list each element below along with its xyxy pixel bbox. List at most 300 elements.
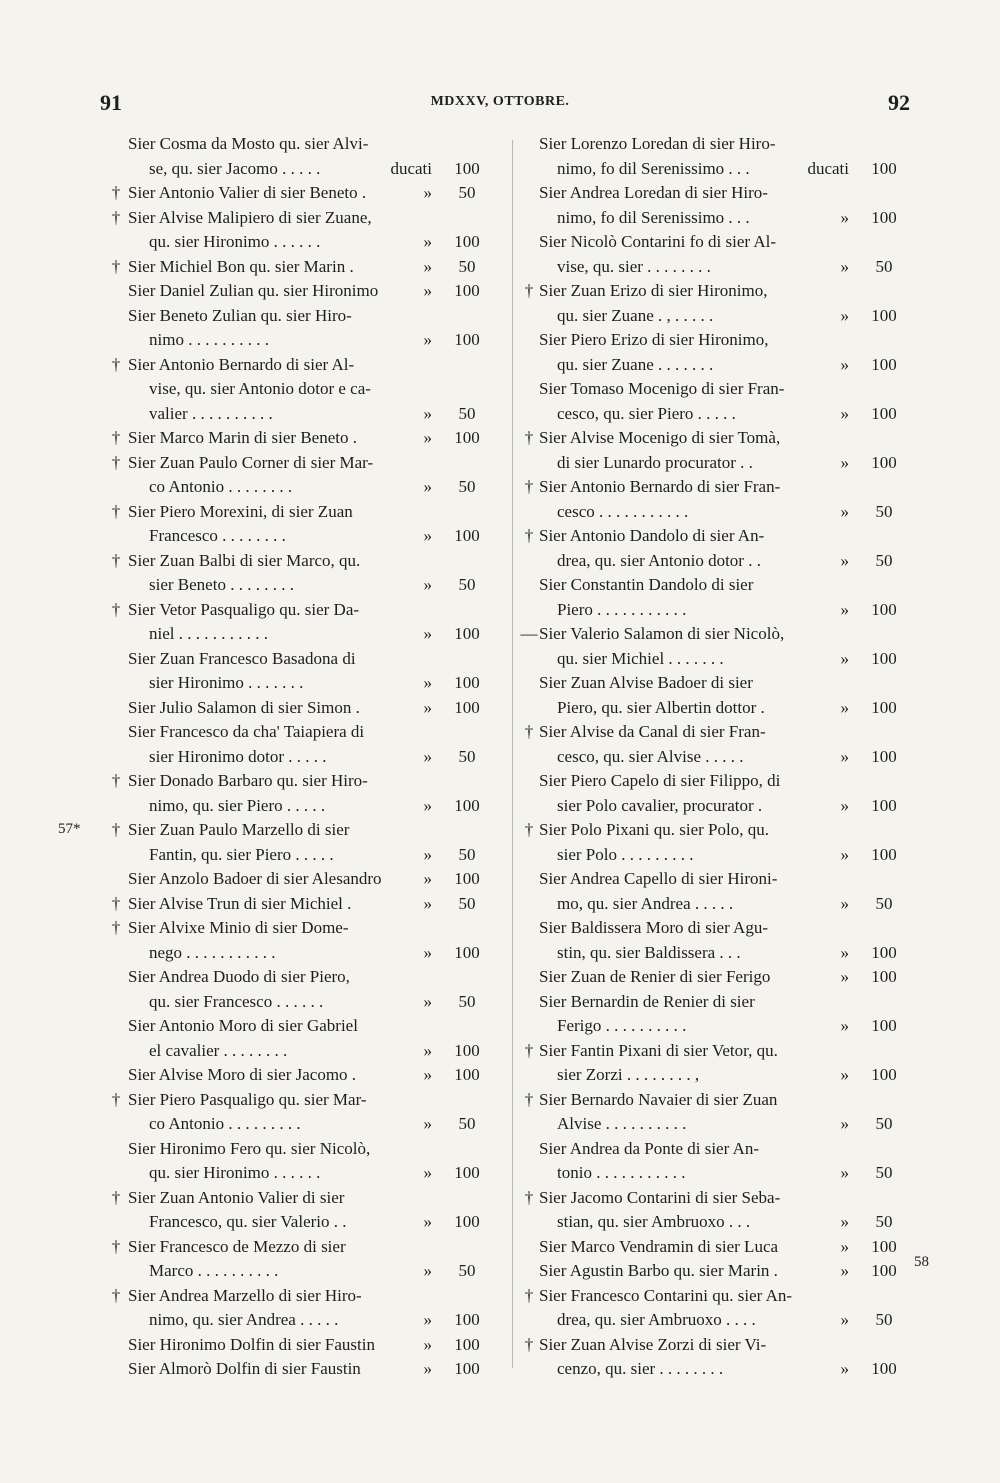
dagger-mark: †: [111, 771, 121, 790]
amount-value: 100: [871, 452, 897, 472]
entry-line: [515, 1112, 915, 1137]
amount-unit: »: [423, 697, 432, 717]
dagger-mark: †: [111, 207, 121, 227]
entry-amount: [432, 1088, 488, 1113]
entry-text: el cavalier . . . . . . . .: [149, 1040, 288, 1060]
entry-line: [100, 794, 490, 819]
amount-value: 50: [458, 1114, 476, 1133]
amount-value: 100: [871, 1065, 897, 1084]
amount-value: 100: [454, 232, 480, 251]
entry-amount: [424, 1063, 489, 1088]
amount-unit: »: [423, 942, 432, 962]
entry-text: cesco, qu. sier Piero . . . . .: [557, 403, 736, 423]
entry-line: [515, 1186, 915, 1211]
dagger-mark: †: [524, 1334, 534, 1354]
entry-line: [515, 1161, 915, 1186]
amount-value: 100: [454, 1310, 480, 1329]
entry-text: Sier Andrea Duodo di sier Piero,: [128, 967, 350, 986]
entry-amount: [424, 696, 489, 721]
entry-text: cenzo, qu. sier . . . . . . . .: [557, 1359, 724, 1378]
entry-amount: [841, 794, 906, 819]
dagger-mark: †: [111, 893, 121, 913]
entry-amount: [432, 1137, 488, 1162]
amount-value: 50: [875, 1114, 893, 1133]
amount-value: 100: [454, 942, 480, 962]
entry-amount: [424, 1259, 489, 1284]
entry-text: Sier Hironimo Dolfin di sier Faustin: [128, 1334, 375, 1354]
amount-value: 100: [871, 746, 897, 766]
entry-line: [100, 720, 490, 745]
entry-text: Sier Marco Vendramin di sier Luca: [539, 1236, 779, 1256]
entry-line: [100, 1235, 490, 1260]
amount-value: 100: [871, 1236, 897, 1256]
entry-amount: [841, 1357, 906, 1382]
amount-value: 100: [871, 207, 897, 227]
entry-text: Sier Michiel Bon qu. sier Marin .: [128, 256, 354, 276]
amount-value: 100: [871, 844, 897, 864]
entry-text: Sier Alvise da Canal di sier Fran-: [539, 722, 766, 741]
entry-line: [515, 451, 915, 476]
entry-line: [515, 1308, 915, 1333]
entry-amount: [424, 671, 489, 696]
entry-line: [515, 230, 915, 255]
entry-line: [100, 1161, 490, 1186]
amount-unit: ducati: [390, 158, 432, 178]
entry-amount: [849, 230, 905, 255]
amount-unit: »: [840, 1016, 849, 1035]
entry-line: [100, 1014, 490, 1039]
amount-value: 100: [454, 795, 480, 815]
entry-line: [515, 867, 915, 892]
entry-line: [100, 426, 490, 451]
amount-unit: »: [423, 232, 432, 251]
entry-amount: [849, 377, 905, 402]
entry-amount: [841, 206, 906, 231]
entry-text: qu. sier Zuane . . . . . . .: [557, 354, 714, 374]
entry-line: [100, 451, 490, 476]
amount-unit: »: [423, 477, 432, 496]
amount-value: 100: [871, 1261, 897, 1280]
amount-value: 100: [871, 305, 897, 325]
entry-text: nimo, fo dil Serenissimo . . .: [557, 158, 750, 178]
entry-text: Sier Fantin Pixani di sier Vetor, qu.: [539, 1040, 778, 1060]
entry-line: [515, 353, 915, 378]
entry-amount: [841, 304, 906, 329]
entry-amount: [424, 230, 489, 255]
entry-amount: [432, 377, 488, 402]
dagger-mark: †: [111, 256, 121, 276]
entry-text: Sier Alvise Trun di sier Michiel .: [128, 893, 352, 913]
entry-text: stin, qu. sier Baldissera . . .: [557, 942, 741, 962]
amount-unit: »: [840, 1359, 849, 1378]
entry-line: [100, 304, 490, 329]
amount-unit: ducati: [807, 158, 849, 178]
entry-amount: [849, 622, 905, 647]
dagger-mark: †: [524, 722, 534, 741]
entry-text: co Antonio . . . . . . . .: [149, 477, 293, 496]
amount-unit: »: [840, 1236, 849, 1256]
entry-line: [100, 1308, 490, 1333]
amount-unit: »: [423, 1212, 432, 1231]
entry-text: Sier Almorò Dolfin di sier Faustin: [128, 1359, 361, 1378]
entry-line: [515, 255, 915, 280]
entry-text: Sier Hironimo Fero qu. sier Nicolò,: [128, 1138, 371, 1158]
entry-amount: [841, 647, 906, 672]
amount-unit: »: [840, 1114, 849, 1133]
amount-value: 100: [871, 697, 897, 717]
entry-text: Sier Vetor Pasqualigo qu. sier Da-: [128, 599, 360, 619]
entry-line: [100, 328, 490, 353]
amount-unit: »: [840, 599, 849, 619]
entry-amount: [849, 916, 905, 941]
entry-text: Sier Zuan Balbi di sier Marco, qu.: [128, 550, 361, 570]
entry-amount: [432, 132, 488, 157]
entry-amount: [841, 598, 906, 623]
entry-text: Sier Antonio Dandolo di sier An-: [539, 526, 765, 545]
dagger-mark: †: [524, 820, 534, 839]
entry-text: Sier Antonio Valier di sier Beneto .: [128, 183, 367, 202]
entry-line: [515, 377, 915, 402]
entry-line: [100, 353, 490, 378]
entry-line: [100, 1210, 490, 1235]
entry-line: [100, 941, 490, 966]
amount-value: 50: [458, 575, 476, 594]
entry-amount: [807, 157, 905, 182]
amount-value: 50: [458, 183, 476, 202]
entry-amount: [424, 181, 489, 206]
entry-line: [100, 377, 490, 402]
dagger-mark: †: [524, 1089, 534, 1109]
entry-amount: [424, 426, 489, 451]
dagger-mark: †: [524, 526, 534, 545]
entry-line: [515, 181, 915, 206]
dagger-mark: †: [111, 452, 121, 472]
entry-line: [515, 524, 915, 549]
entry-amount: [424, 867, 489, 892]
amount-unit: »: [423, 844, 432, 864]
amount-unit: »: [840, 1212, 849, 1231]
entry-text: sier Hironimo . . . . . . .: [149, 673, 304, 692]
amount-value: 100: [454, 281, 480, 300]
entry-amount: [849, 769, 905, 794]
entry-text: Sier Constantin Dandolo di sier: [539, 575, 754, 594]
entry-amount: [424, 524, 489, 549]
amount-unit: »: [840, 452, 849, 472]
dagger-mark: †: [111, 918, 121, 937]
entry-line: [515, 622, 915, 647]
entry-line: [515, 1357, 915, 1382]
entry-text: Sier Piero Pasqualigo qu. sier Mar-: [128, 1089, 367, 1109]
entry-text: Sier Zuan de Renier di sier Ferigo: [539, 967, 771, 986]
entry-text: Francesco, qu. sier Valerio . .: [149, 1212, 347, 1231]
entry-line: [100, 990, 490, 1015]
entry-amount: [849, 1186, 905, 1211]
dagger-mark: †: [111, 1187, 121, 1207]
amount-value: 50: [875, 1163, 893, 1182]
entry-text: Sier Zuan Erizo di sier Hironimo,: [539, 281, 768, 300]
amount-unit: »: [840, 207, 849, 227]
entry-text: Sier Alvise Moro di sier Jacomo .: [128, 1065, 357, 1084]
amount-unit: »: [840, 697, 849, 717]
entry-amount: [849, 573, 905, 598]
entry-line: [100, 965, 490, 990]
amount-value: 50: [458, 991, 476, 1011]
entry-line: [515, 843, 915, 868]
amount-value: 100: [454, 697, 480, 717]
entry-amount: [432, 353, 488, 378]
entry-amount: [432, 598, 488, 623]
amount-unit: »: [423, 1114, 432, 1133]
entry-amount: [841, 1259, 906, 1284]
dash-mark: —: [520, 624, 538, 643]
entry-amount: [432, 1186, 488, 1211]
entry-text: Marco . . . . . . . . . .: [149, 1261, 279, 1280]
entry-text: Sier Andrea Marzello di sier Hiro-: [128, 1285, 362, 1305]
entry-amount: [424, 255, 489, 280]
entry-line: [515, 1284, 915, 1309]
amount-value: 100: [454, 428, 480, 447]
left-column: [100, 132, 490, 1382]
entry-text: qu. sier Hironimo . . . . . .: [149, 1163, 321, 1182]
entry-line: [100, 843, 490, 868]
entry-amount: [849, 475, 905, 500]
amount-value: 100: [871, 942, 897, 962]
amount-unit: »: [423, 1310, 432, 1329]
entry-text: Sier Jacomo Contarini di sier Seba-: [539, 1187, 781, 1207]
amount-unit: »: [840, 501, 849, 521]
entry-amount: [849, 867, 905, 892]
entry-text: Sier Nicolò Contarini fo di sier Al-: [539, 232, 777, 251]
entry-amount: [841, 402, 906, 427]
entry-line: [100, 475, 490, 500]
margin-note-right: 58: [914, 1254, 929, 1270]
amount-unit: »: [423, 1065, 432, 1084]
amount-value: 100: [871, 648, 897, 668]
page-header: [0, 90, 1000, 120]
entry-text: Sier Zuan Alvise Zorzi di sier Vi-: [539, 1334, 767, 1354]
entry-line: [100, 647, 490, 672]
entry-amount: [424, 990, 489, 1015]
entry-text: Sier Anzolo Badoer di sier Alesandro: [128, 869, 382, 888]
entry-text: co Antonio . . . . . . . . .: [149, 1114, 301, 1133]
amount-value: 100: [454, 158, 480, 178]
amount-unit: »: [840, 648, 849, 668]
amount-unit: »: [423, 403, 432, 423]
amount-unit: »: [423, 746, 432, 766]
amount-value: 50: [458, 256, 476, 276]
entry-text: nego . . . . . . . . . . .: [149, 942, 276, 962]
entry-amount: [432, 304, 488, 329]
amount-unit: »: [840, 256, 849, 276]
entry-amount: [424, 1333, 489, 1358]
entry-line: [100, 818, 490, 843]
entry-line: [100, 745, 490, 770]
amount-value: 100: [454, 1359, 480, 1378]
amount-value: 100: [454, 673, 480, 692]
entry-line: [100, 598, 490, 623]
entry-line: [515, 720, 915, 745]
entry-line: [515, 279, 915, 304]
entry-line: [100, 279, 490, 304]
entry-amount: [432, 1014, 488, 1039]
entry-text: Francesco . . . . . . . .: [149, 526, 286, 545]
amount-value: 100: [454, 1334, 480, 1354]
entry-amount: [849, 1137, 905, 1162]
entry-line: [515, 1039, 915, 1064]
entry-text: Sier Zuan Antonio Valier di sier: [128, 1187, 345, 1207]
entry-text: Piero . . . . . . . . . . .: [557, 599, 687, 619]
entry-text: Sier Francesco de Mezzo di sier: [128, 1236, 346, 1256]
amount-unit: »: [423, 869, 432, 888]
amount-value: 100: [454, 624, 480, 643]
dagger-mark: †: [111, 501, 121, 521]
page-number-left: 91: [100, 90, 122, 115]
amount-value: 100: [454, 869, 480, 888]
entry-line: [100, 1357, 490, 1382]
entry-text: Alvise . . . . . . . . . .: [557, 1114, 687, 1133]
entry-text: Sier Daniel Zulian qu. sier Hironimo: [128, 281, 379, 300]
entry-line: [515, 402, 915, 427]
entry-line: [100, 1112, 490, 1137]
amount-value: 100: [871, 795, 897, 815]
amount-unit: »: [840, 1163, 849, 1182]
amount-unit: »: [840, 550, 849, 570]
amount-unit: »: [423, 183, 432, 202]
amount-value: 100: [871, 967, 897, 986]
amount-value: 50: [875, 1212, 893, 1231]
entry-text: Sier Francesco da cha' Taiapiera di: [128, 722, 365, 741]
entry-line: [515, 157, 915, 182]
entry-amount: [841, 1210, 906, 1235]
dagger-mark: †: [111, 1285, 121, 1305]
amount-value: 100: [454, 1040, 480, 1060]
entry-line: [100, 157, 490, 182]
entry-line: [515, 1235, 915, 1260]
entry-line: [100, 769, 490, 794]
entry-line: [515, 500, 915, 525]
entry-text: vise, qu. sier Antonio dotor e ca-: [149, 379, 371, 398]
entry-amount: [849, 1088, 905, 1113]
amount-unit: »: [423, 256, 432, 276]
entry-line: [515, 328, 915, 353]
amount-value: 50: [875, 1310, 893, 1329]
entry-line: [515, 598, 915, 623]
entry-text: qu. sier Hironimo . . . . . .: [149, 232, 321, 251]
entry-amount: [424, 794, 489, 819]
entry-text: sier Hironimo dotor . . . . .: [149, 746, 327, 766]
entry-text: qu. sier Francesco . . . . . .: [149, 991, 324, 1011]
entry-line: [100, 402, 490, 427]
entry-text: Sier Alvixe Minio di sier Dome-: [128, 918, 349, 937]
entry-amount: [841, 549, 906, 574]
entry-amount: [849, 671, 905, 696]
entry-amount: [849, 328, 905, 353]
entry-amount: [841, 892, 906, 917]
entry-amount: [841, 1063, 906, 1088]
entry-text: Sier Antonio Moro di sier Gabriel: [128, 1016, 358, 1035]
entry-text: Sier Agustin Barbo qu. sier Marin .: [539, 1261, 778, 1280]
amount-unit: »: [423, 281, 432, 300]
entry-text: Sier Alvise Mocenigo di sier Tomà,: [539, 428, 781, 447]
entry-amount: [841, 500, 906, 525]
amount-unit: »: [423, 1359, 432, 1378]
entry-amount: [432, 451, 488, 476]
entry-text: Sier Bernardo Navaier di sier Zuan: [539, 1089, 778, 1109]
entry-line: [100, 524, 490, 549]
entry-text: Sier Antonio Bernardo di sier Al-: [128, 354, 355, 374]
entry-line: [515, 818, 915, 843]
entry-text: mo, qu. sier Andrea . . . . .: [557, 893, 734, 913]
entry-line: [100, 132, 490, 157]
entry-line: [515, 1210, 915, 1235]
entry-amount: [849, 1039, 905, 1064]
amount-unit: »: [423, 1163, 432, 1182]
amount-unit: »: [423, 428, 432, 447]
entry-text: Sier Andrea da Ponte di sier An-: [539, 1138, 760, 1158]
entry-amount: [849, 181, 905, 206]
amount-unit: »: [423, 1040, 432, 1060]
entry-line: [100, 1186, 490, 1211]
entry-line: [100, 1039, 490, 1064]
entry-amount: [424, 573, 489, 598]
entry-amount: [424, 843, 489, 868]
entry-text: cesco . . . . . . . . . . .: [557, 501, 689, 521]
entry-amount: [432, 206, 488, 231]
entry-amount: [841, 255, 906, 280]
entry-text: vise, qu. sier . . . . . . . .: [557, 256, 711, 276]
entry-text: Sier Marco Marin di sier Beneto .: [128, 428, 357, 447]
entry-text: Sier Valerio Salamon di sier Nicolò,: [539, 624, 785, 643]
dagger-mark: †: [524, 477, 534, 496]
amount-value: 100: [454, 526, 480, 545]
dagger-mark: †: [111, 1089, 121, 1109]
entry-line: [100, 696, 490, 721]
amount-value: 50: [458, 1261, 476, 1280]
entry-line: [515, 1137, 915, 1162]
entry-amount: [424, 475, 489, 500]
entry-line: [100, 573, 490, 598]
entry-text: stian, qu. sier Ambruoxo . . .: [557, 1212, 751, 1231]
entry-text: Fantin, qu. sier Piero . . . . .: [149, 844, 334, 864]
entry-line: [515, 769, 915, 794]
entry-text: drea, qu. sier Ambruoxo . . . .: [557, 1310, 756, 1329]
entry-text: Piero, qu. sier Albertin dottor .: [557, 697, 765, 717]
entry-amount: [424, 402, 489, 427]
entry-line: [515, 206, 915, 231]
amount-unit: »: [840, 403, 849, 423]
entry-text: drea, qu. sier Antonio dotor . .: [557, 550, 761, 570]
entry-text: Sier Cosma da Mosto qu. sier Alvi-: [128, 134, 369, 153]
entry-amount: [424, 745, 489, 770]
entry-text: di sier Lunardo procurator . .: [557, 452, 753, 472]
dagger-mark: †: [111, 183, 121, 202]
entry-line: [515, 941, 915, 966]
entry-text: Ferigo . . . . . . . . . .: [557, 1016, 687, 1035]
entry-line: [515, 916, 915, 941]
entry-line: [515, 549, 915, 574]
amount-unit: »: [840, 354, 849, 374]
entry-amount: [849, 1333, 905, 1358]
entry-amount: [424, 1210, 489, 1235]
entry-text: Sier Alvise Malipiero di sier Zuane,: [128, 207, 372, 227]
entry-line: [100, 1284, 490, 1309]
amount-unit: »: [840, 893, 849, 913]
entry-line: [515, 132, 915, 157]
entry-text: Sier Julio Salamon di sier Simon .: [128, 697, 360, 717]
entry-line: [100, 1063, 490, 1088]
entry-text: nimo, qu. sier Piero . . . . .: [149, 795, 326, 815]
entry-amount: [841, 1161, 906, 1186]
